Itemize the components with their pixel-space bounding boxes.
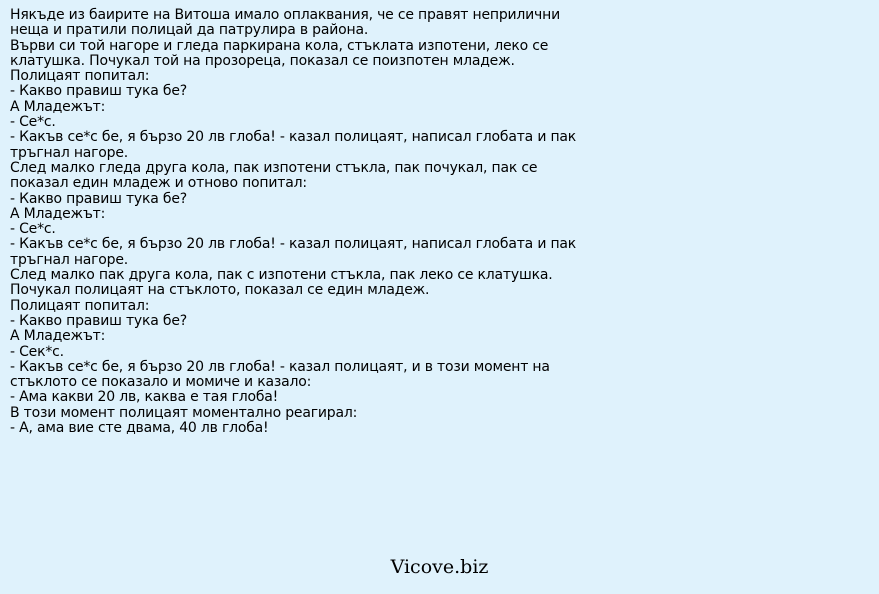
joke-line: Полицаят попитал: — [10, 297, 150, 314]
site-watermark: Vicove.biz — [390, 556, 489, 578]
joke-line: клатушка. Почукал той на прозореца, показал се поизпотен младеж. — [10, 52, 515, 69]
joke-line: - Ама какви 20 лв, каква е тая глоба! — [10, 389, 279, 406]
joke-line: Полицаят попитал: — [10, 68, 150, 85]
joke-line: Почукал полицаят на стъклото, показал се един младеж. — [10, 282, 430, 299]
joke-line: Върви си той нагоре и гледа паркирана кола, стъклата изпотени, леко се — [10, 37, 549, 54]
joke-line: - Какво правиш тука бе? — [10, 190, 187, 207]
joke-line: неща и пратили полицай да патрулира в района. — [10, 22, 369, 39]
joke-line: След малко гледа друга кола, пак изпотени стъкла, пак почукал, пак се — [10, 159, 538, 176]
joke-line: - Се*с. — [10, 114, 56, 131]
joke-line: А Младежът: — [10, 98, 106, 115]
joke-line: - Какъв се*с бе, я бързо 20 лв глоба! - казал полицаят, написал глобата и пак — [10, 129, 577, 146]
joke-line: - Се*с. — [10, 221, 56, 238]
joke-text — [10, 7, 577, 437]
joke-line: стъклото се показало и момиче и казало: — [10, 374, 312, 391]
joke-line: В този момент полицаят моментално реагирал: — [10, 404, 358, 421]
joke-line: След малко пак друга кола, пак с изпотени стъкла, пак леко се клатушка. — [10, 267, 553, 284]
joke-line: - Какъв се*с бе, я бързо 20 лв глоба! - казал полицаят, написал глобата и пак — [10, 236, 577, 253]
joke-line: - Какво правиш тука бе? — [10, 312, 187, 329]
joke-line: показал един младеж и отново попитал: — [10, 175, 307, 192]
joke-line: А Младежът: — [10, 205, 106, 222]
joke-line: Някъде из баирите на Витоша имало оплаквания, че се правят неприлични — [10, 7, 560, 23]
joke-line: А Младежът: — [10, 328, 106, 345]
joke-line: тръгнал нагоре. — [10, 251, 129, 268]
joke-line: - Какъв се*с бе, я бързо 20 лв глоба! - казал полицаят, и в този момент на — [10, 358, 550, 375]
joke-line: - Сек*с. — [10, 343, 64, 360]
joke-line: - Какво правиш тука бе? — [10, 83, 187, 100]
joke-line: тръгнал нагоре. — [10, 144, 129, 161]
joke-line: - А, ама вие сте двама, 40 лв глоба! — [10, 420, 269, 437]
